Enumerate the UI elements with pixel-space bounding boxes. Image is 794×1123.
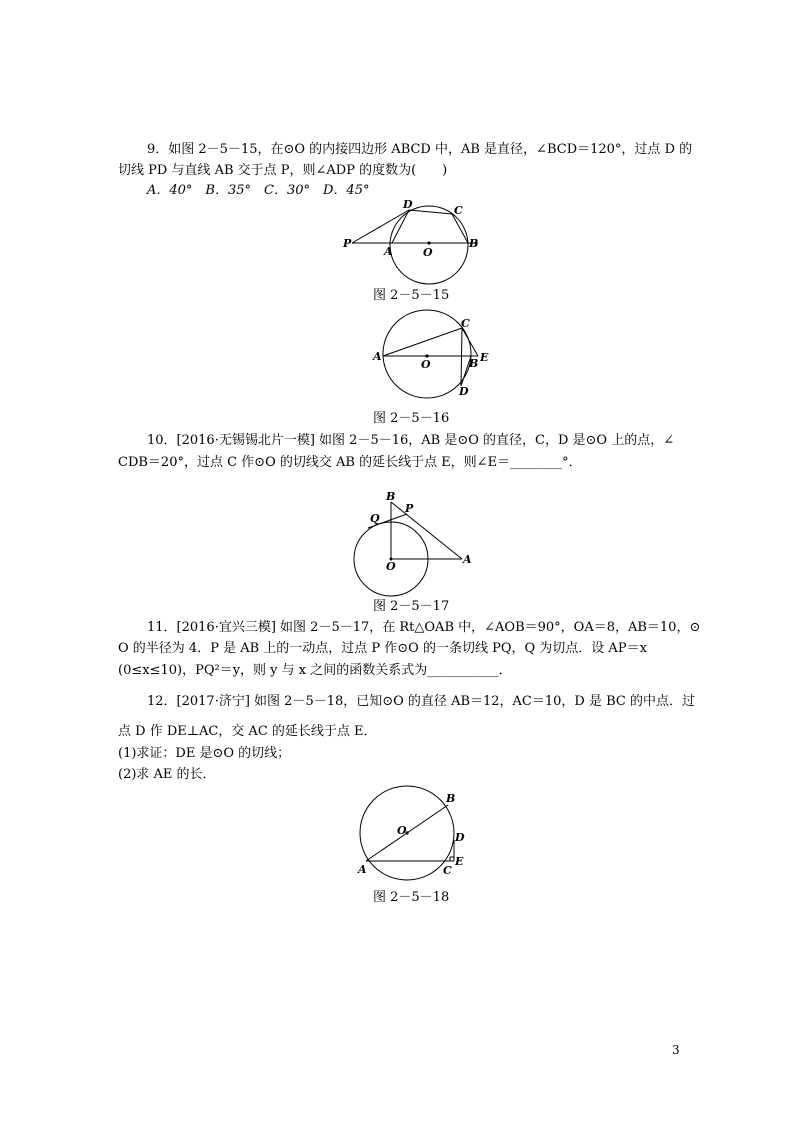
q9-line2: 切线 PD 与直线 AB 交于点 P，则∠ADP 的度数为( ) [118,163,448,178]
q10-line2: CDB＝20°，过点 C 作⊙O 的切线交 AB 的延长线于点 E，则∠E＝________°． [118,455,582,470]
q12-part2: (2)求 AE 的长． [118,767,216,782]
label-D: D [455,831,465,844]
figure-2-5-15 [340,200,490,288]
label-A: A [358,863,367,876]
figure-2-5-18 [350,785,480,885]
label-A: A [384,245,393,258]
label-D: D [459,385,469,398]
label-A: A [373,350,382,363]
caption-2-5-17: 图 2－5－17 [373,599,450,614]
label-P: P [405,502,414,515]
label-O: O [421,358,431,371]
label-P: P [343,237,352,250]
q12-line1: 12．[2017·济宁] 如图 2－5－18，已知⊙O 的直径 AB＝12，AC＝10，D 是 BC 的中点．过 [147,694,695,709]
caption-2-5-18: 图 2－5－18 [373,890,450,905]
page-number: 3 [672,1043,680,1057]
label-C: C [461,317,470,330]
label-C: C [443,864,452,877]
q12-line2: 点 D 作 DE⊥AC，交 AC 的延长线于点 E． [118,724,377,739]
label-O: O [423,246,433,259]
label-C: C [454,204,463,217]
q9-line1: 9．如图 2－5－15，在⊙O 的内接四边形 ABCD 中，AB 是直径，∠BCD＝120°，过点 D 的 [147,142,693,157]
label-E: E [455,855,464,868]
label-A: A [463,553,472,566]
q10-line1: 10．[2016·无锡锡北片一模] 如图 2－5－16，AB 是⊙O 的直径，C，D 是⊙O 上的点，∠ [147,433,675,448]
label-O: O [386,560,396,573]
caption-2-5-16: 图 2－5－16 [373,411,450,426]
figure-2-5-16 [370,310,500,400]
q11-line1: 11．[2016·宜兴三模] 如图 2－5－17，在 Rt△OAB 中，∠AOB＝90°，OA＝8，AB＝10，⊙ [147,620,701,635]
q11-line3: (0≤x≤10)，PQ²＝y，则 y 与 x 之间的函数关系式为___________． [118,663,512,678]
q11-line2: O 的半径为 4．P 是 AB 上的一动点，过点 P 作⊙O 的一条切线 PQ，Q 为切点．设 AP＝x [118,641,647,656]
figure-2-5-17 [350,490,480,600]
label-E: E [480,351,489,364]
label-B: B [386,490,396,503]
label-O: O [397,824,407,837]
q12-part1: (1)求证：DE 是⊙O 的切线； [118,746,291,761]
label-Q: Q [370,512,380,525]
label-D: D [403,198,413,211]
caption-2-5-15: 图 2－5－15 [373,288,450,303]
label-B: B [469,237,479,250]
label-B: B [446,792,456,805]
label-B: B [469,357,479,370]
q9-options: A．40° B．35° C．30° D．45° [147,183,370,198]
